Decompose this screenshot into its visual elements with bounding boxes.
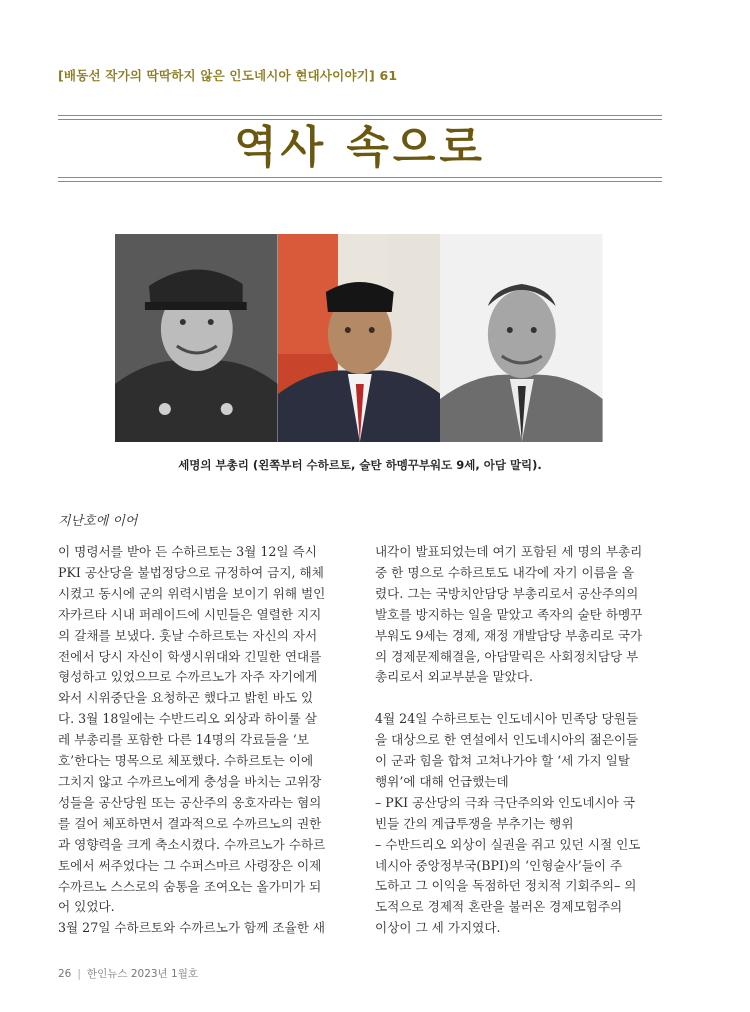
body-line: 와서 시위중단을 요청하곤 했다고 밝힌 바도 있 — [58, 690, 314, 706]
body-line: 의 경제문제해결을, 아담말릭은 사회정치담당 부 — [375, 648, 639, 664]
body-line: 수까르노 스스로의 숨통을 조여오는 올가미가 되 — [58, 878, 322, 894]
body-line: 형성하고 있었으므로 수까르노가 자주 자기에게 — [58, 669, 318, 685]
body-line: – 수반드리오 외상이 실권을 쥐고 있던 시절 인도 — [375, 836, 641, 852]
body-line: 을 대상으로 한 연설에서 인도네시아의 젊은이들 — [375, 732, 639, 748]
body-line: 이 군과 힘을 합쳐 고쳐나가야 할 ‘세 가지 일탈 — [375, 753, 631, 769]
body-line: 행위’에 대해 언급했는데 — [375, 773, 509, 789]
body-line: 다. 3월 18일에는 수반드리오 외상과 하이룰 살 — [58, 711, 317, 727]
body-line: 과 영향력을 크게 축소시켰다. 수까르노가 수하르 — [58, 836, 326, 852]
page-footer — [58, 966, 198, 981]
body-line: 내각이 발표되었는데 여기 포함된 세 명의 부총리 — [375, 544, 643, 559]
body-line: 를 걸어 체포하면서 결과적으로 수까르노의 권한 — [58, 815, 322, 831]
body-line: – PKI 공산당의 극좌 극단주의와 인도네시아 국 — [375, 794, 635, 810]
series-heading: [배동선 작가의 딱딱하지 않은 인도네시아 현대사이야기] 61 — [58, 68, 398, 83]
photo-caption: 세명의 부총리 (왼쪽부터 수하르토, 술탄 하멩꾸부워도 9세, 아담 말릭). — [178, 458, 542, 472]
body-line: 의 갈채를 보냈다. 훗날 수하르토는 자신의 자서 — [58, 627, 318, 643]
body-line: 그치지 않고 수까르노에게 충성을 바치는 고위장 — [58, 773, 322, 789]
body-line: 호’한다는 명목으로 체포했다. 수하르토는 이에 — [58, 753, 314, 769]
body-line: 총리로서 외교부분을 맡았다. — [375, 669, 533, 685]
body-line: 도하고 그 이익을 독점하던 정치적 기회주의– 의 — [375, 878, 637, 894]
photo-left-portrait — [115, 234, 278, 442]
body-line: 4월 24일 수하르토는 인도네시아 민족당 당원들 — [375, 711, 639, 727]
body-line: 렸다. 그는 국방치안담당 부총리로서 공산주의의 — [375, 585, 639, 601]
body-line: 어 있었다. — [58, 899, 115, 915]
body-line: 중 한 명으로 수하르토도 내각에 자기 이름을 올 — [375, 564, 635, 580]
publication-name: 한인뉴스 2023년 1월호 — [86, 968, 198, 980]
body-line: 3월 27일 수하르토와 수까르노가 함께 조율한 새 — [58, 920, 326, 936]
title-rule-bottom — [58, 177, 662, 182]
body-line: 부워도 9세는 경제, 재정 개발담당 부총리로 국가 — [375, 627, 643, 643]
body-line: 도적으로 경제적 혼란을 불러온 경제모험주의 — [375, 899, 623, 915]
body-line: 토에서 써주었다는 그 수퍼스마르 사령장은 이제 — [58, 857, 322, 873]
body-line: 이 명령서를 받아 든 수하르토는 3월 12일 즉시 — [58, 544, 317, 559]
footer-separator: | — [77, 968, 81, 980]
body-line: 발호를 방지하는 일을 맡았고 족자의 술탄 하멩꾸 — [375, 606, 643, 622]
photo-strip — [115, 234, 603, 442]
body-line: 전에서 당시 자신이 학생시위대와 긴밀한 연대를 — [58, 648, 322, 664]
body-line: 레 부총리를 포함한 다른 14명의 각료들을 ‘보 — [58, 732, 309, 748]
article-column-left — [58, 542, 348, 939]
page-number: 26 — [58, 968, 72, 980]
body-line: 빈들 간의 계급투쟁을 부추기는 행위 — [375, 815, 574, 831]
continued-note: 지난호에 이어 — [58, 514, 138, 529]
photo-center-portrait — [278, 234, 441, 442]
body-line: 성들을 공산당원 또는 공산주의 옹호자라는 혐의 — [58, 794, 322, 810]
body-line: 이상이 그 세 가지였다. — [375, 920, 501, 936]
body-line: 시켰고 동시에 군의 위력시범을 보이기 위해 벌인 — [58, 585, 326, 601]
photo-right-portrait — [440, 234, 603, 442]
title-rule-top — [58, 115, 662, 120]
body-line: PKI 공산당을 불법정당으로 규정하여 금지, 해체 — [58, 564, 324, 580]
article-column-right — [375, 542, 665, 939]
page-title: 역사 속으로 — [234, 122, 486, 173]
body-line: 네시아 중앙정부국(BPI)의 ‘인형술사’들이 주 — [375, 857, 623, 873]
body-line: 자카르타 시내 퍼레이드에 시민들은 열렬한 지지 — [58, 606, 322, 622]
paragraph-break — [375, 688, 665, 709]
